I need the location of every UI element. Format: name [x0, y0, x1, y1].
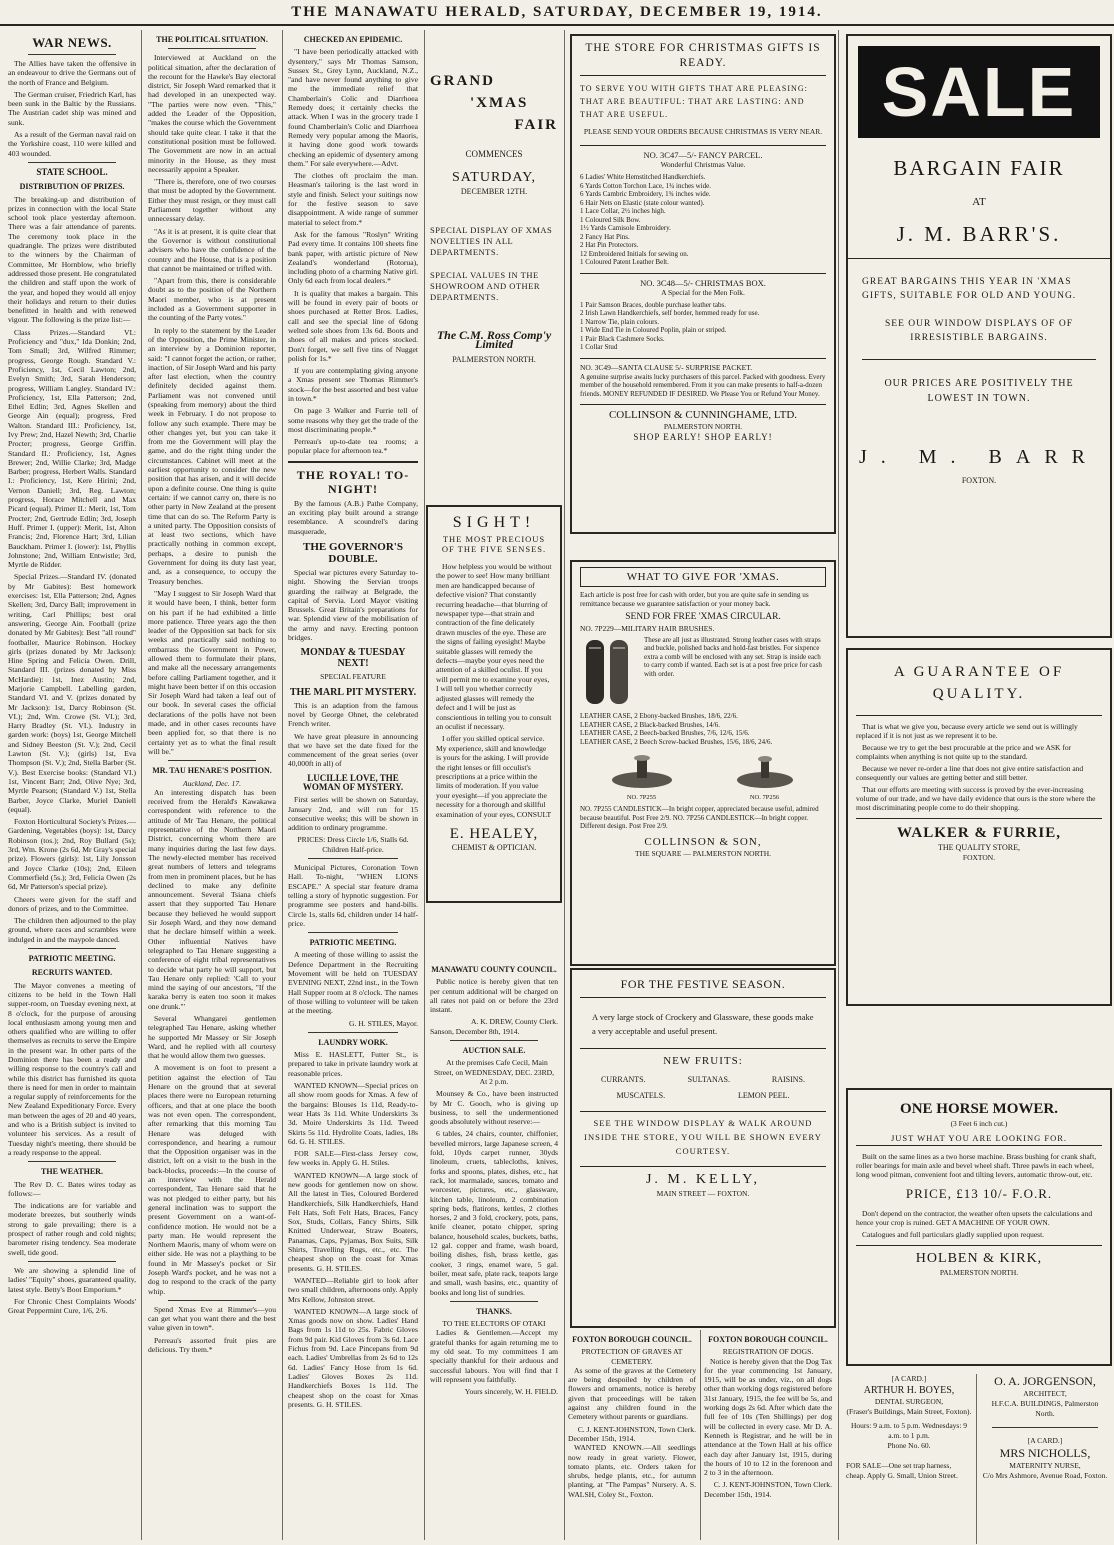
list-item: 1 Narrow Tie, plain colours.	[580, 317, 659, 326]
collinson-town: PALMERSTON NORTH.	[663, 422, 743, 431]
paragraph: Special Prizes.—Standard IV. (donated by Mr Gabites): Best homework exercises: 1st, Ella Patterson; 2nd, Agnes Skellen; 3rd, Darcy Ball; improvement in writing, Carl Phillips; best oral answering, George Ain. Football (prize donated by Mr Gabites): Best "all round" footballer, Maurice Robinson. Hockey girls (prizes donated by Mr Jackson): Hine Spring and Felicia Owen. Drill, Standard III. (prizes donated by Miss McHardie): 1st, Inez Austin; 2nd, Marjorie Campbell. Labelling garden, Standard VI. and V. (prizes donated by Mr Jackson): 1st, Darcy Robinson (St. VI.); 2nd, Wm. Crowe (St. VI.); 3rd, Harry Bradley (St. VI.). Industry in garden work: (boys) 1st, George Mitchell and Sidney Beeston (St. V.); 2nd, Cecil Lawton (St. V.); (girls) 1st, Eva Thompson (St. V.); 2nd, Stella Barber (St. V.). Best Exercise books: (Standard VI.) 1st, Vincent Barr; 2nd, Olive Nye; 3rd, Myrtle Pearson; (Standard V.) 1st, Stella Barber, Joyce Clarke, Muriel Daniell (equal).	[8, 572, 136, 814]
paragraph: A meeting of those willing to assist the Defence Department in the Recruiting Movement will be held on TUESDAY EVENING NEXT, 22nd inst., in the Town Hall Supper room at 8 o'clock. The names of those willing to volunteer will be taken at the meeting.	[288, 950, 418, 1016]
list-item: 1½ Yards Camisole Embroidery.	[580, 224, 671, 232]
give-paragraph: Each article is post free for cash with order, but you are quite safe in sending us remittance because we guarantee satisfaction or your money back.	[580, 591, 809, 608]
hair-brush-illustration	[580, 636, 638, 710]
heading-marl-pit: THE MARL PIT MYSTERY.	[289, 686, 417, 698]
barr-name: J. M. BARR	[858, 446, 1100, 468]
fair-values: SPECIAL VALUES IN THE SHOWROOM AND OTHER DEPARTMENTS.	[430, 269, 541, 302]
column-rule	[838, 30, 839, 1540]
dateline: December 15th, 1914.	[568, 1433, 636, 1443]
card-jorgenson-nicholls	[982, 1374, 1108, 1544]
paragraph: Cheers were given for the staff and donors of prizes, and to the Committee.	[8, 894, 136, 913]
heading-thanks: THANKS.	[476, 1306, 512, 1316]
kelly-address: MAIN STREET — FOXTON.	[656, 1189, 750, 1198]
card-role: DENTAL SURGEON,	[874, 1397, 944, 1406]
list-item: 6 Ladies' White Hemstitched Handkerchiefs.	[580, 173, 706, 181]
fruit-item: LEMON PEEL.	[738, 1091, 790, 1100]
card-tag: [A CARD.]	[1027, 1436, 1063, 1445]
dateline: Sanson, December 8th, 1914.	[430, 1026, 520, 1036]
paragraph: Because we try to get the best procurable at the price and we ASK for complaints when anything is not quite up to the standard.	[856, 743, 1072, 761]
heading-political-situation: THE POLITICAL SITUATION.	[156, 35, 268, 44]
heading-borough-council: FOXTON BOROUGH COUNCIL.	[572, 1335, 692, 1344]
parcel-1-sub: Wonderful Christmas Value.	[660, 160, 746, 169]
list-item: 1 Wide End Tie in Coloured Poplin, plain or striped.	[580, 326, 727, 334]
candle-2-label: NO. 7P256	[749, 794, 780, 802]
fair-commences: COMMENCES	[465, 149, 523, 159]
paragraph: The Mayor convenes a meeting of citizens to be held in the Town Hall supper-room, on Tuesday evening next, at 8 o'clock, for the purpose of arousing local enthusiasm among young men and others qualified who are willing to offer themselves as recruits to serve the Empire in the present war. In other parts of the Dominion there has been a ready and willing response to the country's call and while this district has furnished its quota there is need for men in order to maintain a regular supply of reinforcements for the New Zealand Expeditionary Force. Every man between the ages of 20 and 40 years, and who is a British subject is invited to volunteer his services. As a result of Tuesday night's meeting, there should be a ready response to the appeal.	[8, 980, 136, 1157]
list-item: 2 Irish Lawn Handkerchiefs, self border, hemmed ready for use.	[580, 309, 760, 317]
classified: FOR SALE—First-class Jersey cow, few weeks in. Apply G. H. Stiles.	[288, 1149, 418, 1168]
heading-tau-henare: MR. TAU HENARE'S POSITION.	[152, 766, 272, 776]
fair-line-1: GRAND	[430, 73, 495, 89]
parcel-2-list	[580, 301, 826, 352]
card-boyes	[846, 1374, 972, 1544]
card-name: MRS NICHOLLS,	[999, 1446, 1091, 1460]
paragraph: Interviewed at Auckland on the political situation, after the declaration of the recount for the Hawke's Bay electoral district, Sir Joseph Ward remarked that it had developed in an unexpected way. "The parties were now even. "This," added the Leader of the Opposition, "makes the course which the Government should take quite clear. I take it that the constitutional position must be followed. The Government are now in an actual minority in the House, as they must necessarily appoint a Speaker.	[148, 53, 276, 174]
festive-paragraph: A very large stock of Crockery and Glassware, these goods make a very acceptable and useful present.	[592, 1012, 814, 1036]
son-name: COLLINSON & SON,	[644, 835, 762, 848]
signature: C. J. KENT-JOHNSTON, Town Clerk.	[713, 1480, 832, 1490]
mower-sub: (3 Feet 6 inch cut.)	[950, 1119, 1008, 1128]
card-address: (Fraser's Buildings, Main Street, Foxton).	[846, 1407, 972, 1416]
ad-collinson-son	[570, 560, 836, 966]
great-bargains: GREAT BARGAINS THIS YEAR IN 'XMAS GIFTS, SUITABLE FOR OLD AND YOUNG.	[862, 277, 1077, 301]
paragraph: Notice is hereby given that the Dog Tax for the year commencing 1st January, 1915, will be as under, viz., on all dogs other than working dogs registered before 31st January, 1915, the fee will be 5s, and working dogs 2s 6d. After which date the full fee of 10s (Ten Shillings) per dog will be collected in every case. Mr D. A. Kenneth is Registrar, and he will be in attendance at the Town Hall at his office each day after January 1st, 1915, during the hours of 10 to 12 in the forenoon and 2 to 3 in the afternoon.	[704, 1356, 832, 1478]
list-item: 1 Coloured Patent Leather Belt.	[580, 258, 669, 266]
ross-town: PALMERSTON NORTH.	[452, 355, 536, 365]
signature: G. H. STILES, Mayor.	[349, 1018, 418, 1028]
paragraph: By the famous (A.B.) Pathe Company, an exciting play built around a strange resemblance. A scoundrel's daring masquerade,	[288, 498, 418, 536]
paragraph: Class Prizes.—Standard VI.: Proficiency and "dux," Ida Donkin; 2nd, Tom Small; 3rd, Wilfred Rimmer; progress, George Rough. Standard V.: Proficiency, 1st, Cecil Lawton; 2nd, Evelyn Smith; 3rd, Sarah Henderson; progress, William Langley. Standard IV.: Proficiency, 1st, Ella Patterson; 2nd, Ethel Edlin; 3rd, Agnes Skellen and George Ain (equal); progress, Fred Walton. Standard III.: Proficiency, 1st, Ivy Prew; 2nd, Hazel Newth; 3rd, Charlie Procter; progress, George Griffin. Standard II.: Proficiency, 1st, Agnes Brewer; 2nd, Willie Clarke; 3rd, Madge Barber; progress, Herbert Walls. Standard I.: Proficiency, 1st, Kere Hirini; 2nd, Vernon Daniell; 3rd, Reg. Lawton; progress, Horace Mitchell and Max Picard (equal). Primer II.: Merit, 1st, Tom Procter; 2nd, Gertrude Edlin; 3rd, Joseph Huff. Primer I. (upper): Merit, 1st, Alton Francis; 2nd, Florence Hart; 3rd, Lilian Bauckham. Primer I. (lower): 1st, Phyllis Johnstone; 2nd, William Entwistle; 3rd, Myrtle de Ridder.	[8, 327, 136, 570]
dateline: Auckland, Dec. 17.	[183, 778, 241, 788]
paragraph: If you are contemplating giving anyone a Xmas present see Thomas Rimmer's stock—for the best assorted and best value in town.*	[288, 366, 418, 403]
column-rule	[976, 1374, 977, 1544]
fruit-item: SULTANAS.	[687, 1075, 730, 1084]
paragraph: Several Whangarei gentlemen telegraphed Tau Henare, asking whether he supported Mr Massey or Sir Joseph Ward, and he replied with all courtesy that he would allow them two guesses.	[148, 1013, 276, 1061]
column-rule	[282, 30, 283, 1540]
card-name: O. A. JORGENSON,	[994, 1374, 1096, 1388]
card-role: MATERNITY NURSE,	[1009, 1461, 1081, 1470]
fair-day: SATURDAY,	[451, 170, 537, 186]
card-address: H.F.C.A. BUILDINGS, Palmerston North.	[991, 1399, 1099, 1418]
sight-title: SIGHT!	[452, 514, 536, 531]
signature: A. K. DREW, County Clerk.	[470, 1017, 558, 1027]
paragraph: That is what we give you, because every article we send out is willingly replaced if it is not just as we represent it to be.	[856, 722, 1078, 740]
graves-sub: PROTECTION OF GRAVES AT CEMETERY.	[581, 1347, 683, 1366]
paragraph: First series will be shown on Saturday, January 2nd, and will run for 15 consecutive weeks; this will be shown in addition to ordinary programme.	[288, 795, 418, 833]
column-war-news	[8, 30, 136, 1540]
heading-epidemic: CHECKED AN EPIDEMIC.	[303, 35, 403, 44]
parcel-1-title: NO. 3C47—5/- FANCY PARCEL.	[643, 150, 763, 160]
classified: WANTED—Reliable girl to look after two small children, afternoons only. Apply Mrs Kellow, Johnston street.	[288, 1275, 418, 1304]
fruit-item: MUSCATELS.	[616, 1091, 666, 1100]
card-role: ARCHITECT,	[1023, 1389, 1067, 1398]
paragraph: For Chronic Chest Complaints Woods' Great Peppermint Cure, 1/6, 2/6.	[8, 1296, 136, 1316]
paragraph: 6 tables, 24 chairs, counter, chiffonier, bevelled mirrors, large Japanese screen, 4 fold, 10yds carpet runner, 30yds linoleum, cruets, tablecloths, knives, forks and spoons, plates, dishes, etc., hat rack, lot marmalade, sauces, tomato and worcester, pictures, etc., glassware, kitchen table, linoleum, 2 combination spring beds, flatirons, kettles, 2 clothes horses, 2 and 3 fold, crockery, pots, pans, knife cleaner, potato chipper, spring balance, household scales, buckets, baths, 12 gal. copper and frame, wash board, boiling dishes, fish, brass kettle, gas cooker, 3 rings, enamel ware, 5 gal. boiler, meat safe, plate rack, teapots large and small, wash basins, etc., quantity of books and long list of sundries.	[430, 1129, 558, 1297]
store-paragraph: PLEASE SEND YOUR ORDERS BECAUSE CHRISTMAS IS VERY NEAR.	[583, 127, 823, 136]
paragraph: At the premises Cafe Cecil, Main Street, on WEDNESDAY, DEC. 23RD, At 2 p.m.	[433, 1058, 555, 1086]
kelly-name: J. M. KELLY,	[645, 1172, 761, 1187]
list-item: 6 Yards Cotton Torchon Lace, 1¾ inches wide.	[580, 181, 712, 190]
store-paragraph: TO SERVE YOU WITH GIFTS THAT ARE PLEASING: THAT ARE BEAUTIFUL: THAT ARE LASTING: AND THAT ARE USEFUL.	[580, 84, 808, 119]
paragraph: That our efforts are meeting with success is proved by the ever-increasing volume of our trade, and we have daily evidence that ours is the store where the most discriminating people come to do their shopping.	[856, 785, 1096, 812]
list-item: 2 Fancy Hat Pins.	[580, 232, 630, 241]
fruit-item: RAISINS.	[771, 1075, 806, 1084]
paragraph: As a result of the German naval raid on the Yorkshire coast, 110 were killed and 403 wounded.	[8, 130, 136, 158]
card-tag: [A CARD.]	[891, 1374, 927, 1383]
column-graves-notice	[568, 1330, 696, 1540]
paragraph: The children then adjourned to the play ground, where races and scrambles were indulged in and the maypole danced.	[8, 916, 136, 944]
candlestick-illustration	[607, 750, 677, 790]
classified: WANTED KNOWN.—All seedlings now ready in great variety. Flower, tomato plants, etc. Orders taken for shrubs, hedge plants, etc., for autumn planting, at "The Pampas" Nursery. A. S. WALSH, Coley St., Foxton.	[568, 1443, 696, 1499]
ad-walker-furrie	[846, 648, 1112, 1006]
fruits-title: NEW FRUITS:	[663, 1055, 743, 1067]
heading-lucille-love: LUCILLE LOVE, THE WOMAN OF MYSTERY.	[302, 772, 404, 792]
santa-paragraph: A genuine surprise awaits lucky purchasers of this parcel. Packed with goodness. Every member of the household remembered. From it you can make presents to half-a-dozen friends. MONEY REFUNDED IF DESIRED. We Please You or Refund Your Money.	[580, 372, 826, 398]
list-item: LEATHER CASE, 2 Beech Screw-backed Brushes, 15/6, 18/6, 24/6.	[580, 737, 773, 746]
paragraph: Mounsey & Co., have been instructed by Mr C. Gooch, who is giving up business, to sell the undermentioned goods absolutely without reserve:—	[430, 1089, 558, 1127]
paragraph: Spend Xmas Eve at Rimmer's—you can get what you want there and the best value given in town*.	[148, 1304, 276, 1333]
paragraph: Built on the same lines as a two horse machine. Brass bushing for crank shaft, roller bearings for main axle and bevel wheel shaft. Three pawls in each wheel, long wood pitman, convenient foot and tilting levers, automatic throw-out, etc.	[856, 1152, 1097, 1179]
heading-state-school: STATE SCHOOL.	[36, 166, 108, 177]
holben-name: HOLBEN & KIRK,	[915, 1251, 1043, 1266]
classified: WANTED KNOWN—A large stock of new goods for gentlemen now on show. All the latest in Ties, Coloured Bordered Handkerchiefs, Silk Handkerchiefs, Hand Felt Hats, Soft Felt Hats, Braces, Fancy Sox, Studs, Collars, Fancy Shirts, Silk Knitted Underwear, Straw Boaters, Panamas, Caps, Pyjamas, Box Suits, Silk Shirts, Travelling Rugs, etc., etc. The cheapest shop on the coast for Xmas presents. G. H. STILES.	[288, 1170, 418, 1273]
parcel-2-sub: A Special for the Men Folk.	[661, 287, 745, 297]
paragraph: How helpless you would be without the power to see! How many brilliant men are handicapped because of defective vision? That constantly recurring headache—that blurring of newspaper type—that strain and contraction of the fine delicately drawn muscles of the eye. These are the signs of failing eyesight! Maybe suitable glasses will remedy the defects—maybe your eyes need the attention of a skilled oculist. If you will permit me to examine your eyes, I will tell you whether correctly adjusted glasses will remedy the defect and I will be just as conscientious in telling you to consult an oculist if necessary.	[436, 562, 552, 731]
card-address: C/o Mrs Ashmore, Avenue Road, Foxton.	[982, 1471, 1108, 1480]
ross-logo: The C.M. Ross Comp'y Limited	[436, 327, 552, 351]
son-address: THE SQUARE — PALMERSTON NORTH.	[634, 848, 772, 858]
walker-sub: THE QUALITY STORE,	[938, 843, 1020, 852]
santa-title: NO. 3C49—SANTA CLAUSE 5/- SURPRISE PACKET.	[580, 362, 753, 372]
at-label: AT	[972, 196, 986, 208]
paragraph: Special war pictures every Saturday to-night. Showing the Servian troops guarding the railway at Belgrade, the capital of Servia. Lord Mayor visiting Brussels. Great Britain's preparations for war. Splendid view of the mobilisation of the army and navy. Erecting pontoon bridges.	[288, 567, 418, 643]
paragraph: It is quality that makes a bargain. This will be found in every pair of boots or shoes purchased at Retter Bros. Ladies, call and see the special line of 6dong welted sole shoes from 13s 6d. Boots and shoes of all makes and prices stocked. Don't forget, we sell five tins of Nugget polish for 1s.*	[288, 288, 418, 363]
collinson-name: COLLINSON & CUNNINGHAME, LTD.	[608, 409, 798, 421]
give-send: SEND FOR FREE 'XMAS CIRCULAR.	[625, 612, 781, 622]
classified: WANTED KNOWN—A large stock of Xmas goods now on show. Ladies' Hand Bags from 1s 11d to 25s. Fabric Gloves from 9d pair. Kid Gloves from 3s 6d. Lace Fichus from 9d. Lace Pincepans from 9d each. Ladies' Umbrellas from 2s 6d to 12s 6d. Ladies' Fancy Hose from 1s 6d. Ladies' Gloves Boxes 2s 11d. Handkerchiefs Boxes 1s 11d. The cheapest shop on the coast for Xmas presents. G. H. STILES.	[288, 1306, 418, 1409]
parcel-2-title: NO. 3C48—5/- CHRISTMAS BOX.	[640, 277, 766, 288]
bargain-fair: BARGAIN FAIR	[893, 156, 1065, 180]
card-phone: Phone No. 60.	[887, 1441, 931, 1450]
subheading-prizes: DISTRIBUTION OF PRIZES.	[19, 182, 125, 192]
paragraph: Ladies & Gentlemen.—Accept my grateful thanks for again returning me to my old seat. To my committees I am specially thankful for their arduous and successful labours. You will find that I will represent you faithfully.	[430, 1328, 558, 1384]
paragraph: "As it is at present, it is quite clear that the Governor is without constitutional advisers who have the confidence of the country and the House, that is a position that cannot be maintained or trifled with.	[148, 226, 276, 273]
paragraph: The German cruiser, Friedrich Karl, has been sunk in the Baltic by the Russians. The Austrian cadet ship was mined and sunk.	[8, 89, 136, 127]
special-feature-label: SPECIAL FEATURE	[320, 672, 386, 682]
heading-royal: THE ROYAL! TO-NIGHT!	[296, 467, 410, 496]
paragraph: As some of the graves at the Cemetery are being despoiled by children of flowers and ornaments, notice is hereby given that proceedings will be taken against any children found in the Cemetery without parents or guardians.	[568, 1365, 696, 1422]
healey-name: E. HEALEY,	[449, 825, 539, 842]
list-item: 1 Coloured Silk Bow.	[580, 215, 641, 224]
list-item: 12 Embroidered Initials for sewing on.	[580, 249, 689, 258]
paragraph: Because we never re-order a line that does not give entire satisfaction and consequently our values are getting better and still better.	[856, 764, 1084, 782]
paragraph: We have great pleasure in announcing that we have set the date fixed for the commencement of the great series (over 40,000ft in all) of	[288, 731, 418, 769]
list-item: 6 Hair Nets on Elastic (state colour wanted).	[580, 198, 705, 207]
paragraph: "I have been periodically attacked with dysentery," says Mr Thomas Samson, Sussex St., Grey Lynn, Auckland, N.Z., "and have never found anything to give me the immediate relief that Chamberlain's Colic and Diarrhoea Remedy does; it certainly checks the attack. When I was in the grocery trade I found Chamberlain's Colic and Diarrhoea Remedy very popular among the Maoris, it having done good work towards checking an epidemic of dysentery among them." For sale everywhere.—Advt.	[288, 47, 418, 168]
signature: Yours sincerely, W. H. FIELD.	[464, 1387, 558, 1397]
paragraph: "Apart from this, there is considerable doubt as to the position of the Northern Maori member, who is at present included as a Government supporter in the counting of the Party votes."	[148, 276, 276, 323]
list-item: 1 Pair Black Cashmere Socks.	[580, 334, 665, 343]
fair-date: DECEMBER 12TH.	[460, 187, 528, 197]
paragraph: Perreau's assorted fruit pies are delicious. Try them.*	[148, 1335, 276, 1355]
heading-patriotic-meeting-notice: PATRIOTIC MEETING.	[309, 938, 397, 948]
healey-sub: CHEMIST & OPTICIAN.	[451, 842, 537, 852]
candle-paragraph: NO. 7P255 CANDLESTICK—In bright copper, appreciated because useful, admired because beautiful. Post Free 2/9. NO. 7P256 CANDLESTICK—In bright copper. Different design. Post Free 2/9.	[580, 805, 819, 831]
fruit-item: CURRANTS.	[600, 1075, 646, 1084]
card-hours: Hours: 9 a.m. to 5 p.m. Wednesdays: 9 a.m. to 1 p.m.	[850, 1421, 968, 1440]
paragraph: Ask for the famous "Roslyn" Writing Pad every time. It contains 100 sheets fine bank paper, with artistic picture of New Zealand's wonderland (Rotorua), including photo of a charming Native girl. Only 6d each from local dealers.*	[288, 229, 418, 286]
ad-collinson-cunninghame	[570, 34, 836, 534]
give-title: WHAT TO GIVE FOR 'XMAS.	[580, 567, 826, 587]
mower-title: ONE HORSE MOWER.	[900, 1101, 1058, 1117]
paragraph: In reply to the statement by the Leader of the Opposition, the Prime Minister, in an interview by a Dominion reporter, said: "I cannot forget the action, or rather, inaction, of Sir Joseph Ward and his party after last election, when the country definitely decided against them. Parliament was not convened until (speaking from memory) about the third week in February. I do not propose to follow any such example. There may be other changes yet, but you can take it from me the Government will play the game, and do the right thing under the circumstances. Cabinet will meet at the earliest opportunity to consider the new position that has arisen, and it will decide upon a definite course. One thing is quite certain: if we cannot carry on, there is no other party in New Zealand at the present time that can do so. The Reform Party is a united party. The Opposition consists of at least two sections, which have practically nothing in common except, perhaps, a desire to punish the Government for doing its duty last year, and, as a consequence, to occupy the Treasury benches.	[148, 325, 276, 586]
walker-town: FOXTON.	[962, 853, 996, 862]
paragraph: Perreau's up-to-date tea rooms; a popular place for afternoon tea.*	[288, 437, 418, 456]
column-rule	[564, 30, 565, 1540]
brush-price-list	[580, 712, 826, 746]
paragraph: Municipal Pictures, Coronation Town Hall. To-night, "WHEN LIONS ESCAPE." A special star feature drama telling a story of hypnotic suggestion. For programme see posters and hand-bills. Circle 1s, stalls 6d, children under 14 half-price.	[288, 863, 418, 928]
heading-recruits-wanted: RECRUITS WANTED.	[31, 968, 113, 978]
fair-line-2: 'XMAS	[470, 95, 529, 111]
paragraph: An interesting dispatch has been received from the Herald's Kawakawa correspondent with reference to the attitude of Mr Tau Henare, the political representative of the Northern Maori District, concerning whom there are many inquiries during the last few days. The newly-elected member has received great numbers of letters and telegrams from men in prominent places, but he has declined to make any definite announcement. Several Tsiana chiefs assert that they supported Tau Henare because they believed he would support Sir Joseph Ward, and they now demand that he declare himself within a week. Other influential Natives have telegraphed to Tau Henare suggesting a conference of eight tribal representatives to decide what party he will support, but Tau Henare only replied: 'Call to your mind the saying of our ancestors, "If the karaka berry is eaten too soon it makes one drunk."'	[148, 787, 276, 1011]
column-dogs-notice	[704, 1330, 832, 1540]
classified: FOR SALE—One set trap harness, cheap. Apply G. Small, Union Street.	[846, 1461, 958, 1480]
list-item: 1 Collar Stud	[580, 343, 618, 351]
list-item: 6 Yards Cambric Embroidery, 1¾ inches wide.	[580, 190, 711, 198]
sight-subtitle: THE MOST PRECIOUS OF THE FIVE SENSES.	[441, 534, 547, 554]
store-title: THE STORE FOR CHRISTMAS GIFTS IS READY.	[580, 41, 826, 76]
sale-banner: SALE	[858, 46, 1100, 138]
brush-title: NO. 7P229—MILITARY HAIR BRUSHES.	[580, 624, 715, 633]
ad-holben-kirk	[846, 1088, 1112, 1366]
paragraph: We are showing a splendid line of ladies' "Equity" shoes, guaranteed quality, latest style. Betty's Boot Emporium.*	[8, 1265, 136, 1294]
fair-line-3: FAIR	[514, 117, 558, 133]
paragraph: Miss E. HASLETT, Futter St., is prepared to take in private laundry work at reasonable prices.	[288, 1050, 418, 1078]
collinson-shop-early: SHOP EARLY! SHOP EARLY!	[633, 432, 773, 442]
list-item: 2 Hat Pin Protectors.	[580, 241, 639, 249]
parcel-1-list	[580, 173, 826, 267]
mower-price: PRICE, £13 10/- F.O.R.	[905, 1186, 1053, 1201]
heading-monday-tuesday: MONDAY & TUESDAY NEXT!	[300, 647, 406, 670]
list-item: LEATHER CASE, 2 Ebony-backed Brushes, 18/6, 22/6.	[580, 712, 738, 720]
ad-barr-sale	[846, 34, 1112, 638]
paragraph: The clothes oft proclaim the man. Heasman's tailoring is the last word in style and finish. Select your suitings now for the festive season to save disappointment. A wide range of summer material to select from.*	[288, 171, 418, 227]
paragraph: The Rev D. C. Bates wires today as follows:—	[8, 1179, 136, 1198]
list-item: 1 Pair Samson Braces, double purchase leather tabs.	[580, 300, 726, 309]
heading-borough-council: FOXTON BOROUGH COUNCIL.	[708, 1335, 828, 1344]
column-political	[148, 30, 276, 1540]
heading-auction: AUCTION SALE.	[462, 1046, 526, 1056]
mower-just: JUST WHAT YOU ARE LOOKING FOR.	[856, 1133, 1102, 1146]
paragraph: On page 3 Walker and Furrie tell of some reasons why they get the trade of the most discriminating people.*	[288, 406, 418, 434]
column-notices-lower	[430, 960, 558, 1540]
column-rule	[424, 30, 425, 1540]
paragraph: Public notice is hereby given that ten per centum additional will be charged on all rates not paid on or before the 23rd instant.	[430, 977, 558, 1015]
lowest-prices: OUR PRICES ARE POSITIVELY THE LOWEST IN TOWN.	[884, 378, 1074, 404]
dateline: December 15th, 1914.	[704, 1489, 772, 1499]
masthead: THE MANAWATU HERALD, SATURDAY, DECEMBER 19, 1914.	[0, 0, 1114, 26]
paragraph: Foxton Horticultural Society's Prizes.—Gardening, Vegetables (boys): 1st, Darcy Robinson (tos.); 2nd, Roy Bullard (5s); 3rd, Wm. Krone (2s 6d, Mr Gray's special prize). Flowers (girls): 1st, Lily Jonsson and Joyce Clarke (10s); 2nd, Eileen Commerfield (5s.); 3rd, Felicia Owen (2s 6d, Mr Patterson's special prize).	[8, 817, 136, 892]
thanks-sub: TO THE ELECTORS OF OTAKI	[442, 1319, 546, 1329]
heading-weather: THE WEATHER.	[41, 1167, 103, 1177]
ad-kelly	[570, 968, 836, 1328]
classified: WANTED KNOWN—Special prices on all show room goods for Xmas. A few of the bargains: Blouses 1s 11d, Ready-to-wear Hats 3s 11d. White Underskirts 3s 3d. Moire Underskirts 3s 11d. Tweed Skirts 5s 11d. Hydrolite Coats, ladies, 18s 6d. G. H. STILES.	[288, 1081, 418, 1146]
heading-laundry: LAUNDRY WORK.	[318, 1037, 388, 1047]
window-displays: SEE OUR WINDOW DISPLAYS OF OF IRRESISTIBLE BARGAINS.	[862, 317, 1096, 360]
brush-paragraph: These are all just as illustrated. Strong leather cases with straps and buckle, polished backs and hold-fast bristles. For sixpence extra a comb will be enclosed with any set. Strap is inside each to carry comb if wanted. Each set is at a post free price for cash with order.	[644, 636, 822, 678]
paragraph: Catalogues and full particulars gladly supplied upon request.	[862, 1230, 1045, 1239]
fruits-row	[580, 1075, 826, 1085]
card-name: ARTHUR H. BOYES,	[863, 1385, 955, 1396]
barr-town: FOXTON.	[961, 476, 997, 485]
festive-title: FOR THE FESTIVE SEASON.	[580, 975, 826, 998]
paragraph: The breaking-up and distribution of prizes in connection with the local State school took place yesterday afternoon. There was a fair attendance of parents. The ceremony took place in the quadrangle. The prizes were distributed to the winners by the Chairman of Committee, Mr Hornblow, who briefly addressed those present. He congratulated the children and staff upon the work of the year, and hoped they would all enjoy their holidays and return to their duties benefitted in health and with renewed vigour. The following is the prize list:—	[8, 194, 136, 325]
candlestick-illustration	[730, 750, 800, 790]
paragraph: This is an adaption from the famous novel by George Ohnet, the celebrated French writer.	[288, 700, 418, 729]
list-item: 1 Lace Collar, 2½ inches high.	[580, 207, 666, 215]
paragraph: A movement is on foot to present a petition against the election of Tau Henare on the ground that at several places there were no European returning officers, and that at one place the booth was not even open. The correspondent, after remarking that this morning Tau Henare was deluged with correspondence, and hearing a rumour that the Opposition organiser was in the district, left on a visit to the bush in the back-blocks, proceeds:—In the course of an interview with the Herald correspondent, Tau Henare said that he was not pledged to either party, but his general inclination was to support the present Government on a want-of-confidence motion. He would not be a party man. He would represent the Northern Maoris, many of whom were on either side. He was not a plaything to be found in Mr Massey's pocket or Sir Joseph Ward's pocket, and he was not a dog to respond to the crack of the party whip.	[148, 1063, 276, 1296]
paragraph: The Allies have taken the offensive in an endeavour to drive the Germans out of the north of France and Belgium.	[8, 59, 136, 87]
paragraph: I offer you skilled optical service. My experience, skill and knowledge is yours for the asking. I will provide the right lenses or fill occulist's prescriptions at a price within the limits of moderation. If you value your eyesight—if you appreciate the necessity for a thorough and skillful examination of your eyes, CONSULT	[436, 734, 552, 819]
window-paragraph: SEE THE WINDOW DISPLAY & WALK AROUND INSIDE THE STORE, YOU WILL BE SHOWN EVERY COURTESY.	[584, 1118, 822, 1156]
paragraph: "There is, therefore, one of two courses that must be adopted by the Government. Either they must resign, or they must call Parliament together without any unnecessary delay.	[148, 177, 276, 224]
signature: C. J. KENT-JOHNSTON, Town Clerk.	[577, 1424, 696, 1434]
list-item: LEATHER CASE, 2 Black-backed Brushes, 14/6.	[580, 720, 720, 729]
column-rule	[141, 30, 142, 1540]
paragraph: Don't depend on the contractor, the weather often upsets the calculations and hence your crop is ruined. GET A MACHINE OF YOUR OWN.	[856, 1209, 1093, 1227]
fair-special: SPECIAL DISPLAY OF XMAS NOVELTIES IN ALL DEPARTMENTS.	[430, 224, 553, 257]
heading-patriotic-meeting: PATRIOTIC MEETING.	[28, 954, 116, 964]
list-item: LEATHER CASE, 2 Beech-backed Brushes, 7/6, 12/6, 15/6.	[580, 729, 750, 738]
dogs-sub: REGISTRATION OF DOGS.	[722, 1347, 814, 1357]
guarantee-title: A GUARANTEE OF QUALITY.	[893, 664, 1065, 702]
ad-sight	[426, 505, 562, 903]
column-ads-notices	[288, 30, 418, 1540]
barrs-name: J. M. BARR'S.	[848, 220, 1110, 259]
prices-line: PRICES: Dress Circle 1/6, Stalls 6d. Children Half-price.	[297, 835, 409, 854]
fruits-row	[580, 1091, 826, 1101]
heading-war-news: WAR NEWS.	[32, 35, 112, 50]
heading-county-council: MANAWATU COUNTY COUNCIL.	[431, 965, 557, 974]
walker-name: WALKER & FURRIE,	[897, 825, 1061, 841]
candle-1-label: NO. 7P255	[626, 794, 657, 802]
paragraph: "May I suggest to Sir Joseph Ward that it would have been, I think, better form on his part if he had exhibited a little more patience. Three years ago the then leader of the Opposition sat back for six weeks and practically said nothing to embarrass the Government in Power, allowed them to formulate their plans, and make all the necessary arrangements before calling Parliament together, and it might have been better if on this occasion Sir Joseph Ward had taken a leaf out of our book. In several cases the official declarations of the polls have not been made, and in other cases recounts have been applied for, so that there is no certainty yet as to what the final result will be."	[148, 588, 276, 756]
paragraph: The indications are for variable and moderate breezes, but southerly winds strong to gale prevailing; there is a prospect of rather rough and cold nights; barometer rising tendency. Sea moderate swell, tide good.	[8, 1201, 136, 1257]
column-rule	[700, 1330, 701, 1540]
holben-town: PALMERSTON NORTH.	[939, 1268, 1019, 1277]
heading-governors-double: THE GOVERNOR'S DOUBLE.	[303, 540, 403, 565]
